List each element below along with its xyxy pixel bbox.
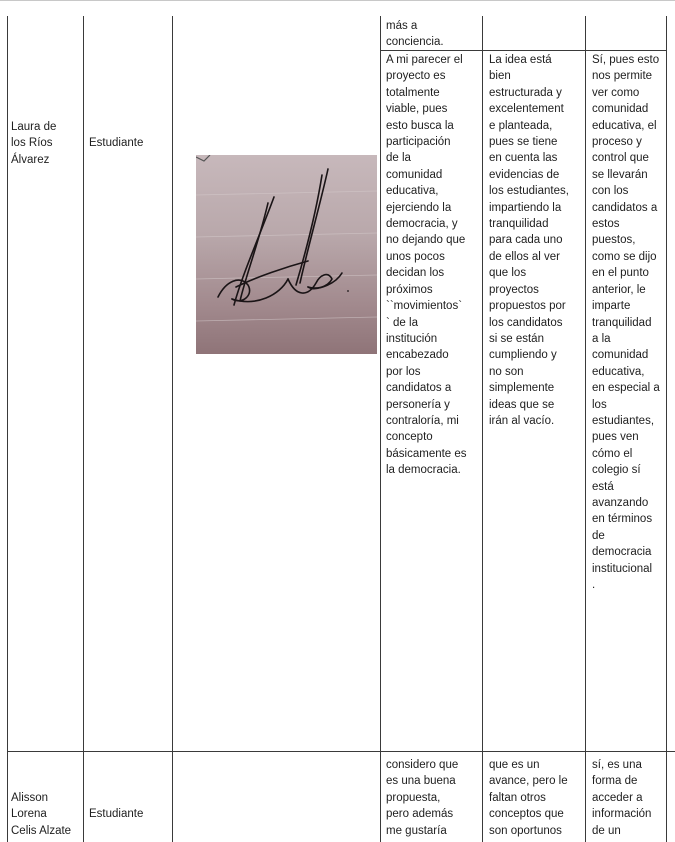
col-border-5 — [482, 16, 483, 842]
page-top-edge — [0, 0, 675, 1]
student-name: Laura de los Ríos Álvarez — [11, 121, 57, 166]
continuation-text: más a conciencia. — [386, 20, 444, 49]
student-role: Estudiante — [89, 137, 144, 149]
col-border-4 — [380, 16, 381, 842]
col-border-7 — [666, 16, 667, 842]
col-border-1 — [7, 16, 8, 842]
structure-opinion: que es un avance, pero le faltan otros conceptos que son oportunos — [489, 759, 568, 837]
viability-opinion: A mi parecer el proyecto es totalmente viable, pues esto busca la participación de la comunidad educativa, ejerciendo la democracia, y no dejando que unos pocos decidan los próximos ``movimientos` ` de la institución encabezado por los candidatos a personería y contraloría, mi concepto básicamente es la democracia. — [386, 54, 467, 477]
support-opinion: sí, es una forma de acceder a información de un — [592, 759, 652, 837]
col-border-6 — [585, 16, 586, 842]
signature-image — [196, 155, 377, 354]
viability-opinion: considero que es una buena propuesta, pero además me gustaría — [386, 759, 459, 837]
student-name: Alisson Lorena Celis Alzate — [11, 792, 72, 837]
student-role: Estudiante — [89, 808, 144, 820]
support-opinion: Sí, pues esto nos permite ver como comunidad educativa, el proceso y control que se llevarán con los candidatos a estos puestos, como se dijo en el punto anterior, le imparte tranquilidad a la comunidad educativa, en especial a los estudiantes, pues ven cómo el colegio sí está avanzando en términos de democracia institucional . — [592, 54, 660, 591]
signature-icon — [196, 155, 377, 354]
col-border-2 — [83, 16, 84, 842]
row-border-2 — [7, 751, 675, 752]
structure-opinion: La idea está bien estructurada y excelentement e planteada, pues se tiene en cuenta las evidencias de los estudiantes, impartiendo la tranquilidad para cada uno de ellos al ver que los proyectos propuestos por los candidatos si se están cumpliendo y no son simplemente ideas que se irán al vacío. — [489, 54, 569, 427]
col-border-3 — [172, 16, 173, 842]
